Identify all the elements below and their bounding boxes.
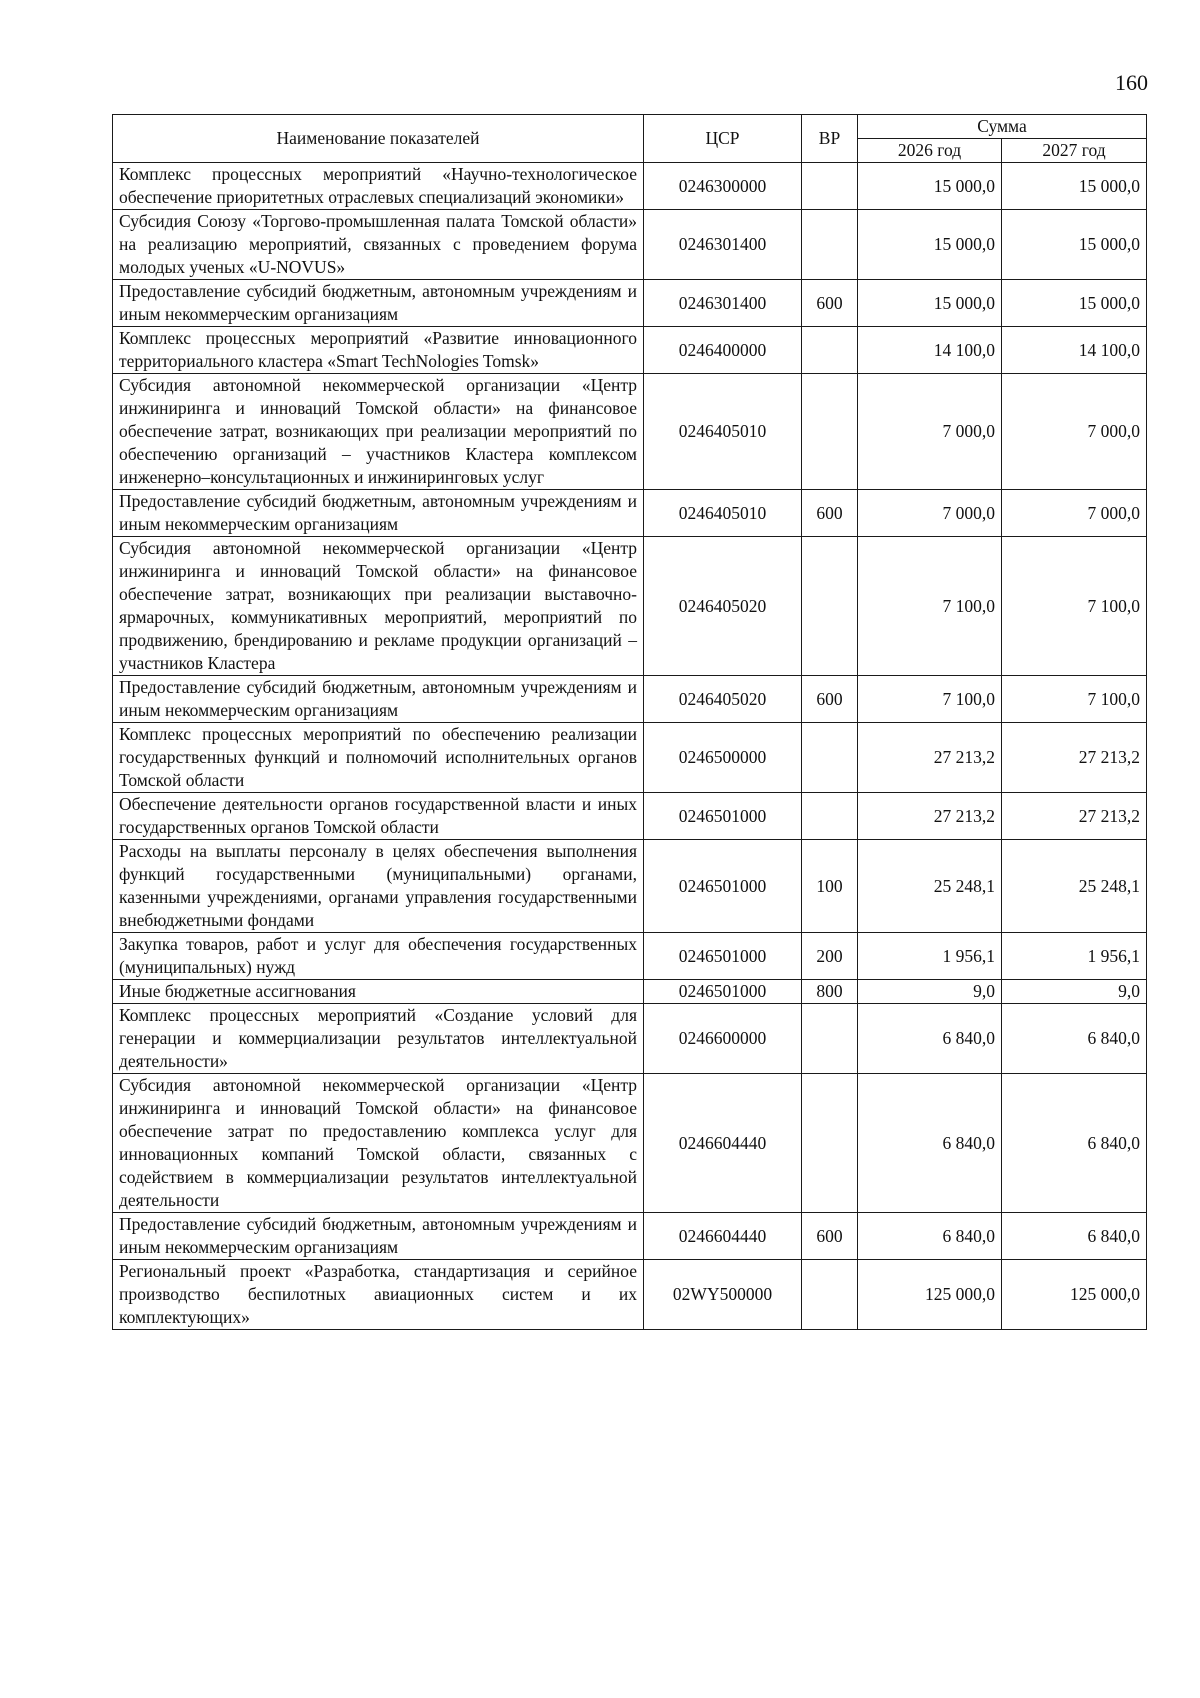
row-sum-2026: 9,0: [858, 980, 1002, 1004]
budget-table: [112, 114, 1147, 1330]
table-row: [113, 793, 1147, 840]
row-sum-2027: 15 000,0: [1002, 210, 1147, 280]
row-vr: [802, 537, 858, 676]
row-csr: 0246501000: [644, 980, 802, 1004]
row-sum-2026: 15 000,0: [858, 280, 1002, 327]
table-row: [113, 676, 1147, 723]
table-row: [113, 490, 1147, 537]
table-row: [113, 933, 1147, 980]
row-sum-2026: 27 213,2: [858, 723, 1002, 793]
row-vr: 800: [802, 980, 858, 1004]
row-name: Субсидия автономной некоммерческой организации «Центр инжиниринга и инноваций Томской области» на финансовое обеспечение затрат, возникающих при реализации выставочно-ярмарочных, коммуникативных мероприятий, мероприятий по продвижению, брендированию и рекламе продукции организаций – участников Кластера: [113, 537, 644, 676]
row-sum-2026: 6 840,0: [858, 1213, 1002, 1260]
row-sum-2027: 7 100,0: [1002, 537, 1147, 676]
row-sum-2026: 7 100,0: [858, 537, 1002, 676]
row-csr: 0246400000: [644, 327, 802, 374]
row-name: Предоставление субсидий бюджетным, автономным учреждениям и иным некоммерческим организациям: [113, 676, 644, 723]
row-vr: [802, 1074, 858, 1213]
row-sum-2026: 7 000,0: [858, 490, 1002, 537]
row-name: Закупка товаров, работ и услуг для обеспечения государственных (муниципальных) нужд: [113, 933, 644, 980]
row-vr: 600: [802, 490, 858, 537]
header-vr: ВР: [802, 115, 858, 163]
header-sum: Сумма: [858, 115, 1147, 139]
row-sum-2027: 7 000,0: [1002, 374, 1147, 490]
row-csr: 0246405020: [644, 537, 802, 676]
table-row: [113, 374, 1147, 490]
row-csr: 0246604440: [644, 1074, 802, 1213]
row-sum-2026: 27 213,2: [858, 793, 1002, 840]
table-row: [113, 163, 1147, 210]
row-sum-2027: 1 956,1: [1002, 933, 1147, 980]
row-sum-2026: 7 000,0: [858, 374, 1002, 490]
page-number: 160: [1115, 70, 1148, 95]
table-row: [113, 537, 1147, 676]
row-sum-2027: 25 248,1: [1002, 840, 1147, 933]
row-name: Комплекс процессных мероприятий «Создание условий для генерации и коммерциализации результатов интеллектуальной деятельности»: [113, 1004, 644, 1074]
row-sum-2027: 125 000,0: [1002, 1260, 1147, 1330]
row-name: Субсидия Союзу «Торгово-промышленная палата Томской области» на реализацию мероприятий, связанных с проведением форума молодых ученых «U-NOVUS»: [113, 210, 644, 280]
table-row: [113, 1074, 1147, 1213]
header-csr: ЦСР: [644, 115, 802, 163]
header-year-2027: 2027 год: [1002, 139, 1147, 163]
table-row: [113, 1260, 1147, 1330]
row-sum-2026: 15 000,0: [858, 163, 1002, 210]
table-row: [113, 1213, 1147, 1260]
row-vr: [802, 1260, 858, 1330]
row-sum-2026: 125 000,0: [858, 1260, 1002, 1330]
row-sum-2026: 15 000,0: [858, 210, 1002, 280]
row-name: Расходы на выплаты персоналу в целях обеспечения выполнения функций государственными (муниципальными) органами, казенными учреждениями, органами управления государственными внебюджетными фондами: [113, 840, 644, 933]
row-csr: 0246301400: [644, 210, 802, 280]
row-sum-2027: 27 213,2: [1002, 793, 1147, 840]
row-sum-2026: 1 956,1: [858, 933, 1002, 980]
row-sum-2026: 14 100,0: [858, 327, 1002, 374]
table-header: [113, 115, 1147, 163]
row-name: Субсидия автономной некоммерческой организации «Центр инжиниринга и инноваций Томской области» на финансовое обеспечение затрат, возникающих при реализации мероприятий по обеспечению организаций – участников Кластера комплексом инженерно–консультационных и инжиниринговых услуг: [113, 374, 644, 490]
row-vr: 200: [802, 933, 858, 980]
row-csr: 0246604440: [644, 1213, 802, 1260]
row-name: Комплекс процессных мероприятий «Научно-технологическое обеспечение приоритетных отраслевых специализаций экономики»: [113, 163, 644, 210]
row-sum-2026: 6 840,0: [858, 1004, 1002, 1074]
row-csr: 0246500000: [644, 723, 802, 793]
row-name: Обеспечение деятельности органов государственной власти и иных государственных органов Томской области: [113, 793, 644, 840]
row-sum-2027: 9,0: [1002, 980, 1147, 1004]
row-csr: 0246300000: [644, 163, 802, 210]
row-vr: 600: [802, 676, 858, 723]
row-sum-2027: 7 000,0: [1002, 490, 1147, 537]
row-sum-2027: 6 840,0: [1002, 1004, 1147, 1074]
row-vr: 600: [802, 280, 858, 327]
header-name: Наименование показателей: [113, 115, 644, 163]
row-vr: 100: [802, 840, 858, 933]
row-name: Комплекс процессных мероприятий «Развитие инновационного территориального кластера «Smart TechNologies Tomsk»: [113, 327, 644, 374]
row-name: Предоставление субсидий бюджетным, автономным учреждениям и иным некоммерческим организациям: [113, 490, 644, 537]
row-sum-2027: 6 840,0: [1002, 1074, 1147, 1213]
row-sum-2026: 7 100,0: [858, 676, 1002, 723]
row-csr: 0246405020: [644, 676, 802, 723]
row-vr: [802, 210, 858, 280]
row-csr: 0246501000: [644, 793, 802, 840]
row-vr: [802, 723, 858, 793]
table-row: [113, 327, 1147, 374]
row-vr: [802, 1004, 858, 1074]
row-name: Субсидия автономной некоммерческой организации «Центр инжиниринга и инноваций Томской области» на финансовое обеспечение затрат по предоставлению комплекса услуг для инновационных компаний Томской области, связанных с содействием в коммерциализации результатов интеллектуальной деятельности: [113, 1074, 644, 1213]
row-vr: [802, 163, 858, 210]
row-sum-2027: 15 000,0: [1002, 280, 1147, 327]
table-row: [113, 723, 1147, 793]
table-row: [113, 210, 1147, 280]
row-csr: 0246405010: [644, 374, 802, 490]
row-sum-2026: 6 840,0: [858, 1074, 1002, 1213]
row-sum-2027: 15 000,0: [1002, 163, 1147, 210]
row-sum-2027: 7 100,0: [1002, 676, 1147, 723]
row-vr: [802, 327, 858, 374]
row-csr: 0246301400: [644, 280, 802, 327]
row-vr: [802, 374, 858, 490]
row-vr: 600: [802, 1213, 858, 1260]
row-sum-2027: 27 213,2: [1002, 723, 1147, 793]
row-vr: [802, 793, 858, 840]
row-name: Предоставление субсидий бюджетным, автономным учреждениям и иным некоммерческим организациям: [113, 280, 644, 327]
table-row: [113, 980, 1147, 1004]
row-csr: 02WY500000: [644, 1260, 802, 1330]
row-csr: 0246501000: [644, 933, 802, 980]
row-csr: 0246405010: [644, 490, 802, 537]
row-csr: 0246501000: [644, 840, 802, 933]
row-csr: 0246600000: [644, 1004, 802, 1074]
row-sum-2027: 14 100,0: [1002, 327, 1147, 374]
header-year-2026: 2026 год: [858, 139, 1002, 163]
row-sum-2027: 6 840,0: [1002, 1213, 1147, 1260]
row-name: Предоставление субсидий бюджетным, автономным учреждениям и иным некоммерческим организациям: [113, 1213, 644, 1260]
table-row: [113, 840, 1147, 933]
row-name: Комплекс процессных мероприятий по обеспечению реализации государственных функций и полномочий исполнительных органов Томской области: [113, 723, 644, 793]
table-row: [113, 1004, 1147, 1074]
row-sum-2026: 25 248,1: [858, 840, 1002, 933]
table-body: [113, 163, 1147, 1330]
row-name: Региональный проект «Разработка, стандартизация и серийное производство беспилотных авиационных систем и их комплектующих»: [113, 1260, 644, 1330]
row-name: Иные бюджетные ассигнования: [113, 980, 644, 1004]
table-row: [113, 280, 1147, 327]
